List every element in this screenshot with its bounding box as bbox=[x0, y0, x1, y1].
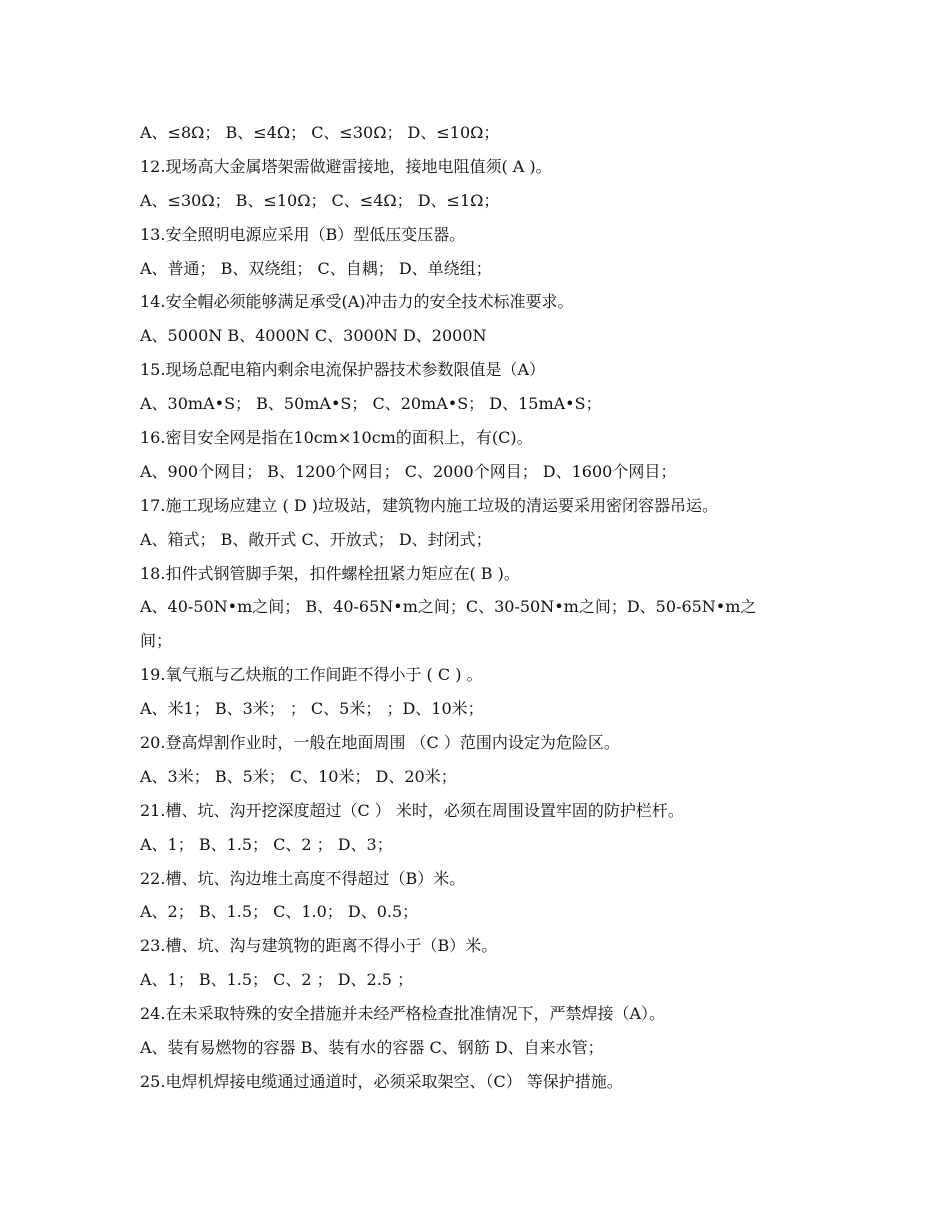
question-25: 25.电焊机焊接电缆通过通道时，必须采取架空、（C） 等保护措施。 bbox=[140, 1071, 623, 1091]
options-11: A、≤8Ω； B、≤4Ω； C、≤30Ω； D、≤10Ω； bbox=[140, 123, 500, 142]
question-16: 16.密目安全网是指在10cm×10cm的面积上，有(C)。 bbox=[140, 428, 533, 448]
options-14: A、5000N B、4000N C、3000N D、2000N bbox=[140, 326, 487, 346]
options-17: A、箱式； B、敞开式 C、开放式； D、封闭式； bbox=[140, 529, 492, 549]
options-18-continued: 间； bbox=[140, 631, 173, 651]
options-22: A、2； B、1.5； C、1.0； D、0.5； bbox=[140, 902, 419, 922]
options-23: A、1； B、1.5； C、2 ； D、2.5 ； bbox=[140, 970, 414, 990]
question-23: 23.槽、坑、沟与建筑物的距离不得小于（B）米。 bbox=[140, 936, 498, 956]
options-20: A、3米； B、5米； C、10米； D、20米； bbox=[140, 766, 457, 786]
options-12: A、≤30Ω； B、≤10Ω； C、≤4Ω； D、≤1Ω； bbox=[140, 190, 500, 210]
question-18: 18.扣件式钢管脚手架，扣件螺栓扭紧力矩应在( B )。 bbox=[140, 563, 520, 583]
options-19: A、米1； B、3米； ； C、5米； ；D、10米； bbox=[140, 699, 484, 719]
question-20: 20.登高焊割作业时，一般在地面周围 （C ）范围内设定为危险区。 bbox=[140, 733, 620, 753]
options-24: A、装有易燃物的容器 B、装有水的容器 C、钢筋 D、自来水管； bbox=[140, 1038, 604, 1058]
options-15: A、30mA•S； B、50mA•S； C、20mA•S； D、15mA•S； bbox=[140, 394, 602, 414]
question-17: 17.施工现场应建立 ( D )垃圾站，建筑物内施工垃圾的清运要采用密闭容器吊运。 bbox=[140, 495, 719, 515]
options-21: A、1； B、1.5； C、2 ； D、3； bbox=[140, 834, 393, 854]
question-19: 19.氧气瓶与乙炔瓶的工作间距不得小于 ( C ) 。 bbox=[140, 665, 483, 685]
options-16: A、900个网目； B、1200个网目； C、2000个网目； D、1600个网目； bbox=[140, 461, 677, 481]
question-15: 15.现场总配电箱内剩余电流保护器技术参数限值是（A） bbox=[140, 360, 546, 380]
question-12: 12.现场高大金属塔架需做避雷接地，接地电阻值须( A )。 bbox=[140, 156, 552, 176]
question-22: 22.槽、坑、沟边堆土高度不得超过（B）米。 bbox=[140, 868, 466, 888]
options-18: A、40-50N•m之间； B、40-65N•m之间；C、30-50N•m之间；D、50-65N•m之 bbox=[140, 597, 757, 617]
question-list bbox=[140, 116, 820, 1099]
question-13: 13.安全照明电源应采用（B）型低压变压器。 bbox=[140, 224, 466, 244]
question-14: 14.安全帽必须能够满足承受(A)冲击力的安全技术标准要求。 bbox=[140, 292, 574, 312]
question-21: 21.槽、坑、沟开挖深度超过（C ） 米时，必须在周围设置牢固的防护栏杆。 bbox=[140, 800, 684, 820]
options-13: A、普通； B、双绕组； C、自耦； D、单绕组； bbox=[140, 258, 492, 278]
question-24: 24.在未采取特殊的安全措施并未经严格检查批准情况下，严禁焊接（A）。 bbox=[140, 1004, 666, 1024]
